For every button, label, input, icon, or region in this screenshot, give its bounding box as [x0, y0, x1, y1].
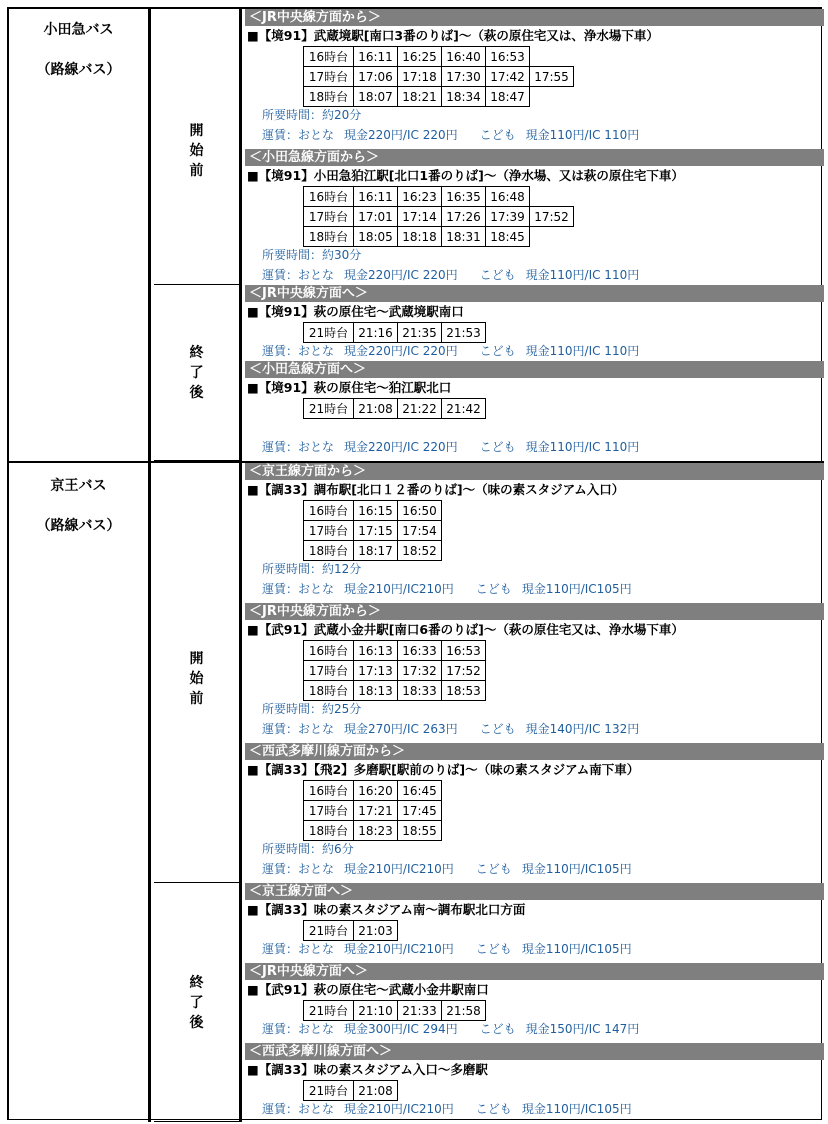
departure-time-cell: 17:14	[398, 207, 442, 227]
departure-table	[303, 920, 398, 941]
period-label-char: 後	[189, 385, 204, 401]
hour-cell: 18時台	[304, 821, 354, 841]
hour-cell: 18時台	[304, 227, 354, 247]
departure-row	[304, 821, 442, 841]
departure-time-cell: 17:30	[442, 67, 486, 87]
fare-part: 現金210円/IC210円	[344, 582, 454, 596]
fare-part: 運賃：おとな	[262, 722, 335, 736]
fare-info	[262, 267, 639, 283]
fare-info	[262, 1021, 639, 1037]
travel-time: 所要時間：約6分	[262, 842, 354, 856]
departure-time-cell: 18:07	[354, 87, 398, 107]
hour-cell: 18時台	[304, 681, 354, 701]
route-title: ■【境91】萩の原住宅～武蔵境駅南口	[247, 304, 464, 319]
departure-time-cell: 16:25	[398, 47, 442, 67]
fare-part: 運賃：おとな	[262, 942, 335, 956]
period-label-char: 始	[189, 671, 204, 687]
departure-time-cell: 18:33	[398, 681, 442, 701]
hour-cell: 16時台	[304, 187, 354, 207]
departure-row	[304, 801, 442, 821]
travel-time: 所要時間：約25分	[262, 702, 362, 716]
departure-time-cell: 17:55	[530, 67, 574, 87]
departure-time-cell: 16:11	[354, 47, 398, 67]
travel-time: 所要時間：約12分	[262, 562, 362, 576]
departure-row	[304, 501, 442, 521]
departure-row	[304, 661, 486, 681]
departure-table	[303, 46, 574, 107]
departure-time-cell: 17:54	[398, 521, 442, 541]
company-column	[9, 463, 151, 1122]
period-label-char: 終	[189, 345, 204, 361]
departure-table	[303, 640, 486, 701]
period-label	[154, 343, 239, 403]
departure-row	[304, 921, 398, 941]
fare-part: 現金110円/IC 110円	[525, 128, 640, 142]
departure-time-cell: 21:35	[398, 323, 442, 343]
departure-row	[304, 641, 486, 661]
period-label-char: 了	[189, 995, 204, 1011]
departure-time-cell: 17:06	[354, 67, 398, 87]
route-direction-header: ＜JR中央線方面へ＞	[245, 963, 824, 980]
fare-part: こども	[479, 344, 516, 358]
fare-part: 現金110円/IC 110円	[525, 268, 640, 282]
route-direction-header: ＜京王線方面から＞	[245, 463, 824, 480]
fare-part: 運賃：おとな	[262, 128, 335, 142]
fare-part: 運賃：おとな	[262, 268, 335, 282]
departure-time-cell: 18:18	[398, 227, 442, 247]
departure-time-cell: 18:31	[442, 227, 486, 247]
fare-info	[262, 861, 632, 877]
departure-time-cell: 17:18	[398, 67, 442, 87]
period-label-char: 後	[189, 1015, 204, 1031]
period-label-char: 前	[189, 691, 204, 707]
departure-time-cell: 18:53	[442, 681, 486, 701]
period-column	[154, 883, 242, 1122]
hour-cell: 17時台	[304, 67, 354, 87]
route-title: ■【調33】味の素スタジアム入口～多磨駅	[247, 1062, 488, 1077]
departure-time-cell: 21:10	[354, 1001, 398, 1021]
hour-cell: 21時台	[304, 1081, 354, 1101]
departure-time-cell: 16:40	[442, 47, 486, 67]
departure-time-cell: 21:22	[398, 399, 442, 419]
hour-cell: 18時台	[304, 541, 354, 561]
departure-table	[303, 780, 442, 841]
hour-cell: 21時台	[304, 921, 354, 941]
fare-part: こども	[479, 128, 516, 142]
departure-row	[304, 87, 574, 107]
departure-row	[304, 1081, 398, 1101]
route-direction-header: ＜小田急線方面から＞	[245, 149, 824, 166]
departure-time-cell: 18:52	[398, 541, 442, 561]
departure-table	[303, 1000, 486, 1021]
empty-cell	[530, 87, 574, 107]
departure-time-cell: 16:45	[398, 781, 442, 801]
hour-cell: 17時台	[304, 801, 354, 821]
fare-info	[262, 1101, 632, 1117]
hour-cell: 21時台	[304, 1001, 354, 1021]
period-label	[154, 121, 239, 181]
departure-time-cell: 16:11	[354, 187, 398, 207]
fare-part: 現金220円/IC 220円	[344, 440, 458, 454]
departure-row	[304, 47, 574, 67]
fare-part: こども	[475, 582, 512, 596]
fare-part: こども	[479, 722, 516, 736]
departure-time-cell: 21:33	[398, 1001, 442, 1021]
departure-time-cell: 18:45	[486, 227, 530, 247]
fare-part: こども	[475, 1102, 512, 1116]
route-direction-header: ＜西武多摩川線方面へ＞	[245, 1043, 824, 1060]
departure-time-cell: 17:45	[398, 801, 442, 821]
route-direction-header: ＜JR中央線方面から＞	[245, 9, 824, 26]
departure-time-cell: 18:05	[354, 227, 398, 247]
hour-cell: 17時台	[304, 661, 354, 681]
fare-part: 運賃：おとな	[262, 344, 335, 358]
departure-time-cell: 17:42	[486, 67, 530, 87]
departure-time-cell: 17:39	[486, 207, 530, 227]
departure-row	[304, 681, 486, 701]
fare-info	[262, 439, 639, 455]
period-label-char: 終	[189, 975, 204, 991]
departure-time-cell: 16:53	[486, 47, 530, 67]
company-name: 京王バス	[50, 478, 107, 494]
departure-row	[304, 187, 574, 207]
fare-part: 現金220円/IC 220円	[344, 344, 458, 358]
fare-part: 運賃：おとな	[262, 1022, 335, 1036]
hour-cell: 16時台	[304, 781, 354, 801]
departure-time-cell: 17:15	[354, 521, 398, 541]
fare-part: 運賃：おとな	[262, 1102, 335, 1116]
departure-time-cell: 18:47	[486, 87, 530, 107]
departure-time-cell: 16:23	[398, 187, 442, 207]
period-label-char: 始	[189, 143, 204, 159]
fare-part: 現金210円/IC210円	[344, 942, 454, 956]
fare-part: こども	[479, 1022, 516, 1036]
departure-time-cell: 18:17	[354, 541, 398, 561]
empty-cell	[530, 187, 574, 207]
route-title: ■【調33】調布駅[北口１２番のりば]～（味の素スタジアム入口）	[247, 482, 625, 497]
travel-time: 所要時間：約30分	[262, 248, 362, 262]
departure-table	[303, 1080, 398, 1101]
departure-time-cell: 18:21	[398, 87, 442, 107]
period-label	[154, 649, 239, 709]
departure-time-cell: 18:23	[354, 821, 398, 841]
period-label-char: 開	[189, 123, 204, 139]
fare-part: 現金220円/IC 220円	[344, 128, 458, 142]
departure-time-cell: 17:26	[442, 207, 486, 227]
departure-time-cell: 17:52	[530, 207, 574, 227]
route-title: ■【境91】萩の原住宅～狛江駅北口	[247, 380, 452, 395]
departure-time-cell: 16:20	[354, 781, 398, 801]
route-title: ■【境91】武蔵境駅[南口3番のりば]～（萩の原住宅又は、浄水場下車）	[247, 28, 659, 43]
departure-row	[304, 399, 486, 419]
departure-time-cell: 21:03	[354, 921, 398, 941]
departure-table	[303, 186, 574, 247]
route-direction-header: ＜京王線方面へ＞	[245, 883, 824, 900]
departure-row	[304, 207, 574, 227]
departure-time-cell: 17:01	[354, 207, 398, 227]
departure-time-cell: 21:42	[442, 399, 486, 419]
departure-time-cell: 16:13	[354, 641, 398, 661]
fare-part: こども	[479, 440, 516, 454]
period-column	[154, 9, 242, 285]
departure-table	[303, 500, 442, 561]
departure-time-cell: 18:34	[442, 87, 486, 107]
fare-info	[262, 127, 639, 143]
period-column	[154, 463, 242, 883]
route-direction-header: ＜JR中央線方面から＞	[245, 603, 824, 620]
fare-part: こども	[475, 862, 512, 876]
fare-part: こども	[475, 942, 512, 956]
period-label-char: 前	[189, 163, 204, 179]
fare-part: 現金220円/IC 220円	[344, 268, 458, 282]
departure-time-cell: 21:16	[354, 323, 398, 343]
period-label	[154, 973, 239, 1033]
route-title: ■【調33】味の素スタジアム南～調布駅北口方面	[247, 902, 526, 917]
route-title: ■【境91】小田急狛江駅[北口1番のりば]～（浄水場、又は萩の原住宅下車）	[247, 168, 684, 183]
hour-cell: 17時台	[304, 521, 354, 541]
fare-part: 現金210円/IC210円	[344, 862, 454, 876]
company-name: 小田急バス	[43, 22, 114, 38]
timetable-grid	[9, 9, 821, 1119]
company-type: （路線バス）	[36, 518, 121, 534]
company-type: （路線バス）	[36, 62, 121, 78]
departure-row	[304, 781, 442, 801]
departure-time-cell: 16:35	[442, 187, 486, 207]
departure-time-cell: 16:50	[398, 501, 442, 521]
fare-part: 現金110円/IC 110円	[525, 440, 640, 454]
fare-part: 運賃：おとな	[262, 862, 335, 876]
hour-cell: 21時台	[304, 399, 354, 419]
fare-part: 現金300円/IC 294円	[344, 1022, 458, 1036]
departure-row	[304, 1001, 486, 1021]
period-column	[154, 285, 242, 461]
empty-cell	[530, 227, 574, 247]
period-label-char: 了	[189, 365, 204, 381]
fare-part: 現金110円/IC 110円	[525, 344, 640, 358]
company-column	[9, 9, 151, 461]
departure-time-cell: 17:32	[398, 661, 442, 681]
travel-time: 所要時間：約20分	[262, 108, 362, 122]
fare-part: 現金110円/IC105円	[521, 942, 632, 956]
departure-table	[303, 398, 486, 419]
fare-part: 現金270円/IC 263円	[344, 722, 458, 736]
departure-time-cell: 16:15	[354, 501, 398, 521]
departure-time-cell: 17:52	[442, 661, 486, 681]
departure-time-cell: 16:53	[442, 641, 486, 661]
fare-info	[262, 721, 639, 737]
timetable-frame	[7, 7, 822, 1120]
hour-cell: 18時台	[304, 87, 354, 107]
fare-part: 運賃：おとな	[262, 582, 335, 596]
route-title: ■【武91】武蔵小金井駅[南口6番のりば]～（萩の原住宅又は、浄水場下車）	[247, 622, 684, 637]
fare-part: 現金140円/IC 132円	[525, 722, 640, 736]
hour-cell: 16時台	[304, 47, 354, 67]
departure-time-cell: 16:48	[486, 187, 530, 207]
departure-time-cell: 17:13	[354, 661, 398, 681]
departure-row	[304, 323, 486, 343]
departure-row	[304, 541, 442, 561]
departure-time-cell: 21:58	[442, 1001, 486, 1021]
departure-time-cell: 16:33	[398, 641, 442, 661]
departure-row	[304, 521, 442, 541]
hour-cell: 16時台	[304, 501, 354, 521]
fare-info	[262, 941, 632, 957]
fare-part: こども	[479, 268, 516, 282]
departure-time-cell: 17:21	[354, 801, 398, 821]
departure-row	[304, 67, 574, 87]
route-direction-header: ＜JR中央線方面へ＞	[245, 285, 824, 302]
empty-cell	[530, 47, 574, 67]
fare-part: 運賃：おとな	[262, 440, 335, 454]
route-title: ■【調33】【飛2】多磨駅[駅前のりば]～（味の素スタジアム南下車）	[247, 762, 640, 777]
departure-time-cell: 18:55	[398, 821, 442, 841]
fare-part: 現金110円/IC105円	[521, 582, 632, 596]
period-label-char: 開	[189, 651, 204, 667]
fare-part: 現金210円/IC210円	[344, 1102, 454, 1116]
hour-cell: 17時台	[304, 207, 354, 227]
route-title: ■【武91】萩の原住宅～武蔵小金井駅南口	[247, 982, 489, 997]
route-direction-header: ＜西武多摩川線方面から＞	[245, 743, 824, 760]
departure-row	[304, 227, 574, 247]
fare-part: 現金150円/IC 147円	[525, 1022, 640, 1036]
fare-part: 現金110円/IC105円	[521, 862, 632, 876]
route-direction-header: ＜小田急線方面へ＞	[245, 361, 824, 378]
departure-time-cell: 21:08	[354, 399, 398, 419]
fare-part: 現金110円/IC105円	[521, 1102, 632, 1116]
departure-time-cell: 21:08	[354, 1081, 398, 1101]
departure-time-cell: 18:13	[354, 681, 398, 701]
departure-time-cell: 21:53	[442, 323, 486, 343]
hour-cell: 21時台	[304, 323, 354, 343]
fare-info	[262, 581, 632, 597]
fare-info	[262, 343, 639, 359]
departure-table	[303, 322, 486, 343]
hour-cell: 16時台	[304, 641, 354, 661]
